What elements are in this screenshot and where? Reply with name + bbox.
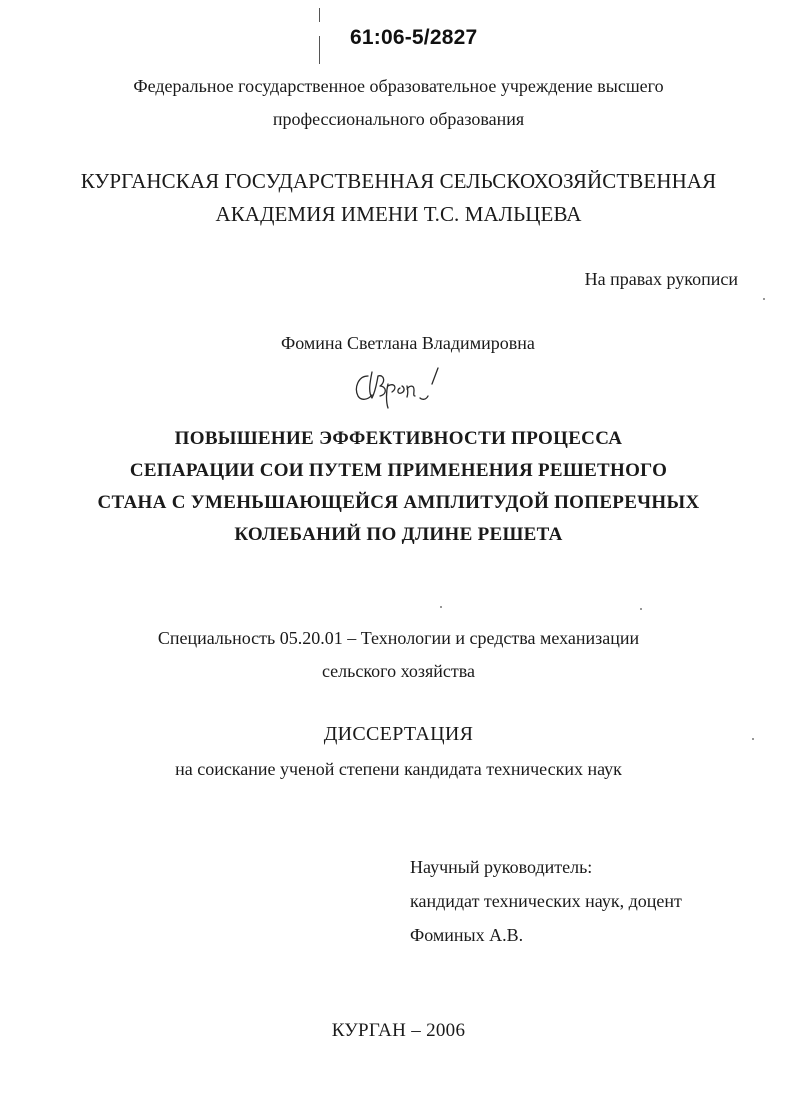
specialty-line-2: сельского хозяйства	[321, 661, 476, 681]
supervisor-title: кандидат технических наук, доцент	[410, 891, 682, 911]
scan-speck	[752, 738, 754, 740]
academy-line-2: АКАДЕМИЯ ИМЕНИ Т.С. МАЛЬЦЕВА	[215, 202, 582, 226]
scan-speck	[440, 606, 442, 608]
degree-line: на соискание ученой степени кандидата технических наук	[175, 759, 622, 779]
institution-line-1: Федеральное государственное образовательное учреждение высшего	[133, 76, 664, 96]
title-line-1: ПОВЫШЕНИЕ ЭФФЕКТИВНОСТИ ПРОЦЕССА	[174, 428, 623, 449]
supervisor-label: Научный руководитель:	[410, 857, 593, 877]
academy-name	[0, 165, 797, 231]
specialty	[0, 622, 797, 688]
specialty-line-1: Специальность 05.20.01 – Технологии и средства механизации	[157, 628, 640, 648]
institution-name	[0, 70, 797, 136]
institution-line-2: профессионального образования	[272, 109, 525, 129]
supervisor-block	[410, 850, 682, 952]
city-year: КУРГАН – 2006	[331, 1020, 466, 1041]
academy-line-1: КУРГАНСКАЯ ГОСУДАРСТВЕННАЯ СЕЛЬСКОХОЗЯЙСТВЕННАЯ	[80, 169, 717, 193]
document-type: ДИССЕРТАЦИЯ	[323, 723, 474, 745]
title-line-3: СТАНА С УМЕНЬШАЮЩЕЙСЯ АМПЛИТУДОЙ ПОПЕРЕЧНЫХ	[97, 492, 700, 513]
rights-note: На правах рукописи	[584, 269, 738, 289]
registration-mark-bottom	[319, 36, 320, 64]
scan-speck	[763, 298, 765, 300]
registration-mark-top	[319, 8, 320, 22]
title-line-2: СЕПАРАЦИИ СОИ ПУТЕМ ПРИМЕНЕНИЯ РЕШЕТНОГО	[129, 460, 668, 481]
dissertation-title	[0, 423, 797, 551]
supervisor-name: Фоминых А.В.	[410, 925, 524, 945]
scan-speck	[640, 608, 642, 610]
author-name: Фомина Светлана Владимировна	[281, 333, 535, 353]
handwritten-signature-icon	[350, 362, 460, 412]
archive-code: 61:06-5/2827	[350, 26, 478, 49]
title-line-4: КОЛЕБАНИЙ ПО ДЛИНЕ РЕШЕТА	[234, 524, 563, 545]
